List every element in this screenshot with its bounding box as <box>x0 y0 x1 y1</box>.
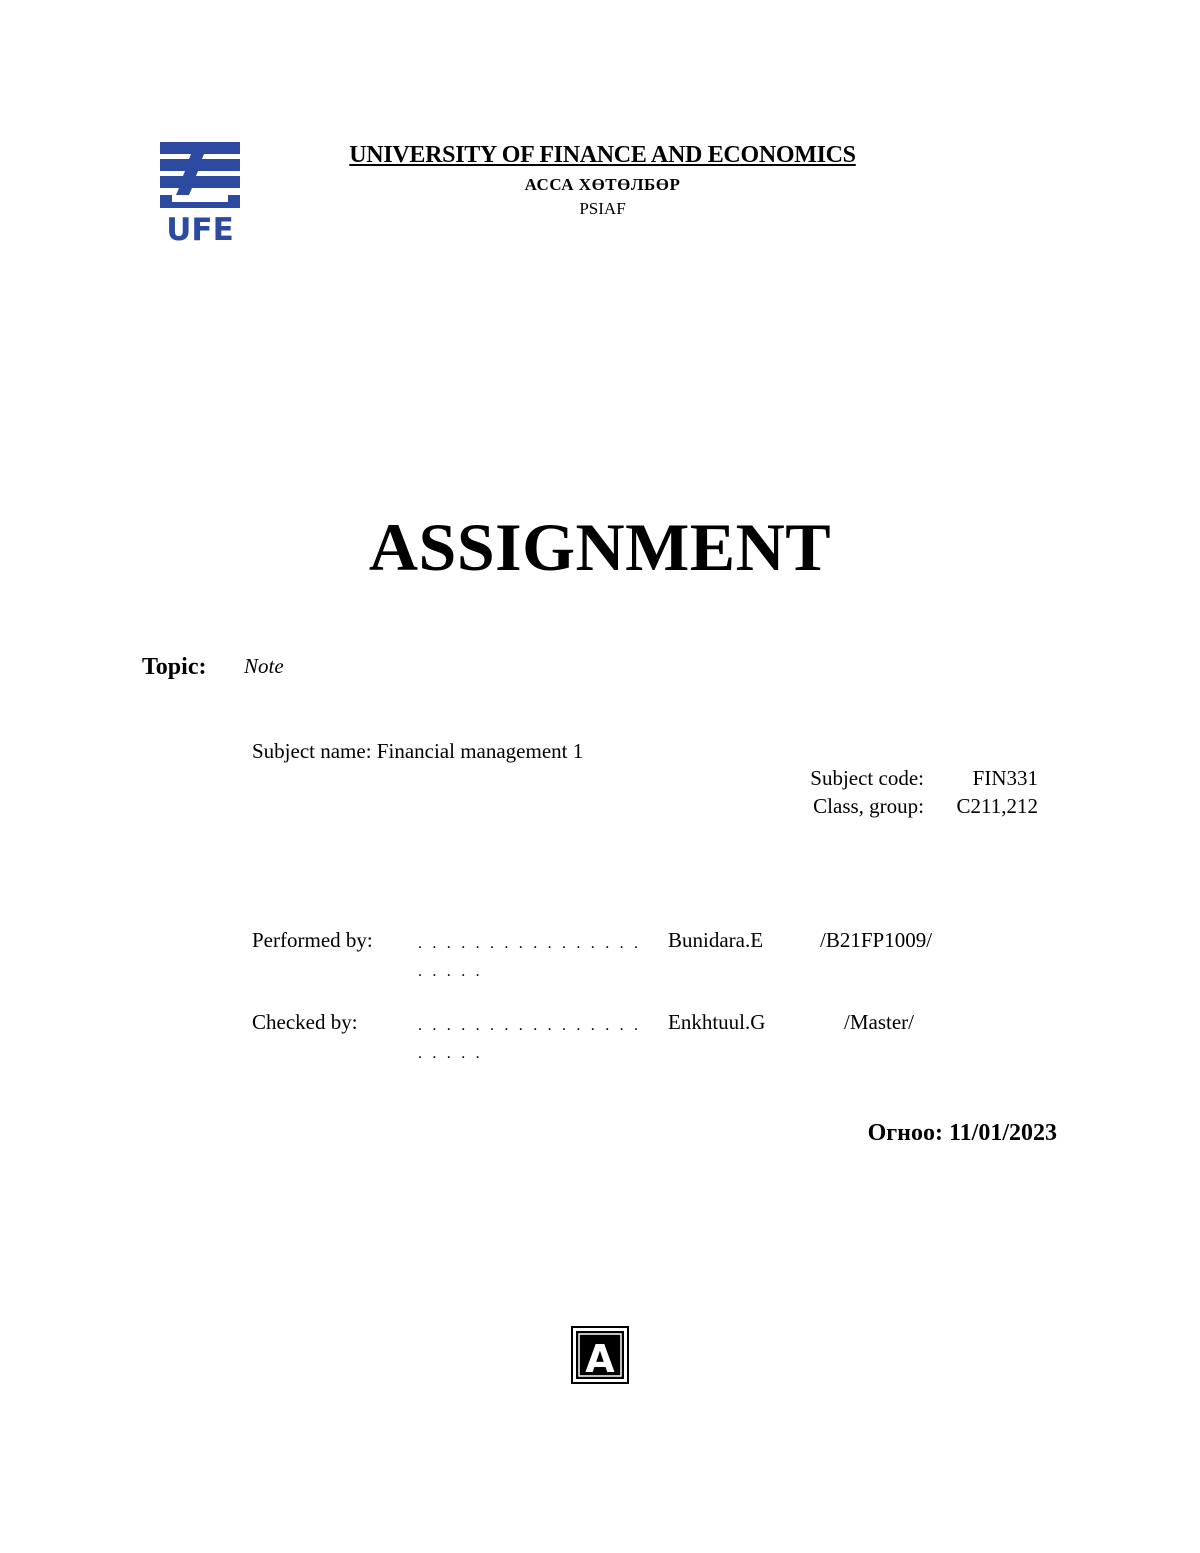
class-group-label: Class, group: <box>813 794 924 818</box>
program-name: АССА ХӨТӨЛБӨР <box>524 175 681 194</box>
performed-by-name: Bunidara.E <box>668 928 764 952</box>
a-badge-icon <box>571 1326 629 1384</box>
document-date: Огноо: 11/01/2023 <box>867 1120 1057 1146</box>
university-name: UNIVERSITY OF FINANCE AND ECONOMICS <box>349 142 856 168</box>
document-title: ASSIGNMENT <box>368 509 832 585</box>
subject-code-value: FIN331 <box>972 766 1038 790</box>
subject-code-label: Subject code: <box>810 766 924 790</box>
topic-value: Note <box>244 654 284 678</box>
ufe-logo-text: UFE <box>166 212 234 242</box>
performed-by-id: /B21FP1009/ <box>820 928 933 952</box>
subject-name: Subject name: Financial management 1 <box>252 739 584 763</box>
checked-by-label: Checked by: <box>252 1010 358 1034</box>
checked-by-title: /Master/ <box>844 1010 914 1034</box>
topic-label: Topic: <box>142 654 207 680</box>
checked-by-dots: . . . . . . . . . . . . . . . . . . . . . <box>418 1017 649 1062</box>
a-badge-letter: A <box>585 1337 615 1381</box>
performed-by-label: Performed by: <box>252 928 373 952</box>
class-group-value: C211,212 <box>956 794 1038 818</box>
sub-program-name: PSIAF <box>579 199 626 218</box>
performed-by-dots: . . . . . . . . . . . . . . . . . . . . . <box>418 935 649 980</box>
checked-by-name: Enkhtuul.G <box>668 1010 766 1034</box>
